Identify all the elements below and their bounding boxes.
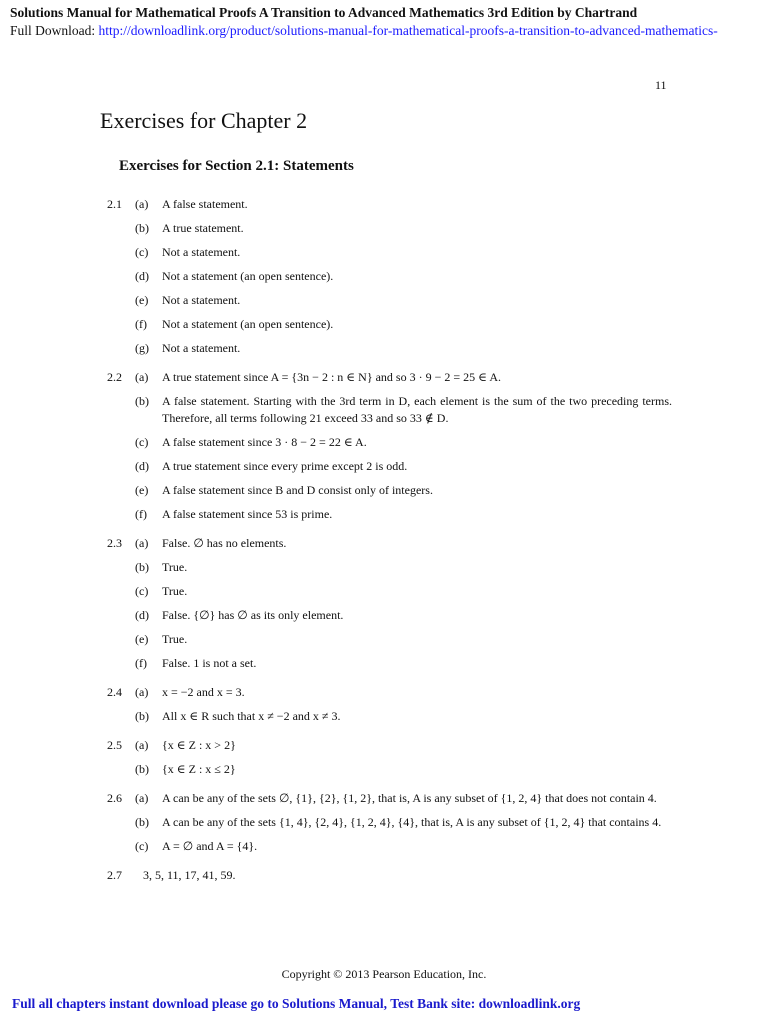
exercise-part: [107, 369, 672, 386]
part-answer: A false statement since B and D consist only of integers.: [162, 483, 433, 497]
part-label: (c): [135, 435, 149, 449]
chapter-title: Exercises for Chapter 2: [100, 108, 308, 133]
exercise-part: [107, 482, 672, 499]
exercise-part: [107, 244, 672, 261]
part-label: (a): [135, 738, 149, 752]
exercise-part: [107, 583, 672, 600]
part-answer: True.: [162, 632, 188, 646]
exercise: [107, 790, 672, 855]
download-link[interactable]: http://downloadlink.org/product/solutions-manual-for-mathematical-proofs-a-transition-to-advanced-mathematics-: [98, 23, 718, 38]
part-label: (a): [135, 197, 149, 211]
exercise-part: [107, 434, 672, 451]
download-line: [10, 22, 768, 40]
exercise-part: [107, 316, 672, 333]
part-answer: A true statement since every prime except 2 is odd.: [162, 459, 408, 473]
part-label: (b): [135, 815, 149, 829]
part-answer: A = ∅ and A = {4}.: [162, 839, 258, 853]
part-label: (b): [135, 394, 149, 408]
part-label: (g): [135, 341, 149, 355]
exercise-number: 2.7: [107, 868, 122, 882]
exercise-part: [107, 196, 672, 213]
download-label: Full Download:: [10, 23, 99, 38]
part-answer: {x ∈ Z : x ≤ 2}: [162, 762, 236, 776]
exercise-part: [107, 458, 672, 475]
part-label: (b): [135, 762, 149, 776]
part-answer: A false statement.: [162, 197, 248, 211]
part-label: (e): [135, 632, 149, 646]
part-answer: A true statement.: [162, 221, 244, 235]
exercise-part: [107, 559, 672, 576]
part-label: (d): [135, 608, 149, 622]
part-answer: False. 1 is not a set.: [162, 656, 257, 670]
part-label: (a): [135, 370, 149, 384]
exercise-part: [107, 607, 672, 624]
part-answer: {x ∈ Z : x > 2}: [162, 738, 236, 752]
part-answer: A true statement since A = {3n − 2 : n ∈ N} and so 3 · 9 − 2 = 25 ∈ A.: [162, 370, 501, 384]
part-answer: A false statement since 53 is prime.: [162, 507, 333, 521]
part-label: (b): [135, 560, 149, 574]
document-header: [10, 4, 768, 40]
exercise: [107, 737, 672, 778]
exercise-part: [107, 814, 672, 831]
exercise-part: [107, 790, 672, 807]
part-label: (b): [135, 221, 149, 235]
part-label: (b): [135, 709, 149, 723]
exercise-part: [107, 737, 672, 754]
exercise-part: [107, 506, 672, 523]
exercise-part: [107, 631, 672, 648]
exercise-number: 2.2: [107, 370, 122, 384]
part-label: (d): [135, 269, 149, 283]
exercise: [107, 535, 672, 672]
part-label: (c): [135, 584, 149, 598]
part-label: (f): [135, 317, 147, 331]
part-label: (c): [135, 245, 149, 259]
part-answer: 3, 5, 11, 17, 41, 59.: [143, 868, 236, 882]
download-footer-link[interactable]: Full all chapters instant download please go to Solutions Manual, Test Bank site: downloadlink.org: [12, 996, 581, 1011]
exercise-part: [107, 684, 672, 701]
page-number: 11: [655, 78, 667, 92]
exercise: [107, 867, 672, 884]
part-label: (e): [135, 483, 149, 497]
part-answer: All x ∈ R such that x ≠ −2 and x ≠ 3.: [162, 709, 341, 723]
section-title: Exercises for Section 2.1: Statements: [119, 158, 354, 174]
exercise-number: 2.6: [107, 791, 122, 805]
exercise: [107, 684, 672, 725]
part-answer: Not a statement (an open sentence).: [162, 269, 334, 283]
part-answer: True.: [162, 584, 188, 598]
exercise-number: 2.3: [107, 536, 122, 550]
part-answer: Not a statement.: [162, 341, 241, 355]
exercise-part: [107, 838, 672, 855]
part-answer: A can be any of the sets ∅, {1}, {2}, {1, 2}, that is, A is any subset of {1, 2, 4} that does not contain 4.: [162, 791, 657, 805]
exercise-part: [107, 535, 672, 552]
exercise-list: [107, 196, 672, 896]
part-answer: A false statement since 3 · 8 − 2 = 22 ∈ A.: [162, 435, 367, 449]
part-label: (a): [135, 685, 149, 699]
part-label: (f): [135, 507, 147, 521]
exercise-part: [107, 708, 672, 725]
part-answer: A false statement. Starting with the 3rd term in D, each element is the sum of the two preceding terms. Therefore, all terms following 21 exceed 33 and so 33 ∉ D.: [162, 394, 672, 425]
part-label: (e): [135, 293, 149, 307]
exercise-part: [107, 340, 672, 357]
part-answer: Not a statement.: [162, 293, 241, 307]
exercise-number: 2.1: [107, 197, 122, 211]
part-answer: False. ∅ has no elements.: [162, 536, 287, 550]
part-answer: False. {∅} has ∅ as its only element.: [162, 608, 344, 622]
exercise-part: [107, 655, 672, 672]
part-answer: True.: [162, 560, 188, 574]
part-label: (d): [135, 459, 149, 473]
part-label: (a): [135, 536, 149, 550]
exercise-part: [107, 867, 672, 884]
part-label: (c): [135, 839, 149, 853]
part-label: (f): [135, 656, 147, 670]
part-answer: x = −2 and x = 3.: [162, 685, 245, 699]
exercise-number: 2.5: [107, 738, 122, 752]
exercise-part: [107, 268, 672, 285]
part-answer: Not a statement.: [162, 245, 241, 259]
part-label: (a): [135, 791, 149, 805]
copyright-notice: Copyright © 2013 Pearson Education, Inc.: [281, 967, 487, 981]
exercise-part: [107, 292, 672, 309]
exercise-number: 2.4: [107, 685, 122, 699]
document-title: Solutions Manual for Mathematical Proofs A Transition to Advanced Mathematics 3rd Edition by Chartrand: [10, 5, 638, 20]
exercise-part: [107, 220, 672, 237]
exercise: [107, 369, 672, 523]
exercise: [107, 196, 672, 357]
part-answer: Not a statement (an open sentence).: [162, 317, 334, 331]
part-answer: A can be any of the sets {1, 4}, {2, 4}, {1, 2, 4}, {4}, that is, A is any subset of {1, 2, 4} that contains 4.: [162, 815, 662, 829]
exercise-part: [107, 393, 672, 427]
exercise-part: [107, 761, 672, 778]
